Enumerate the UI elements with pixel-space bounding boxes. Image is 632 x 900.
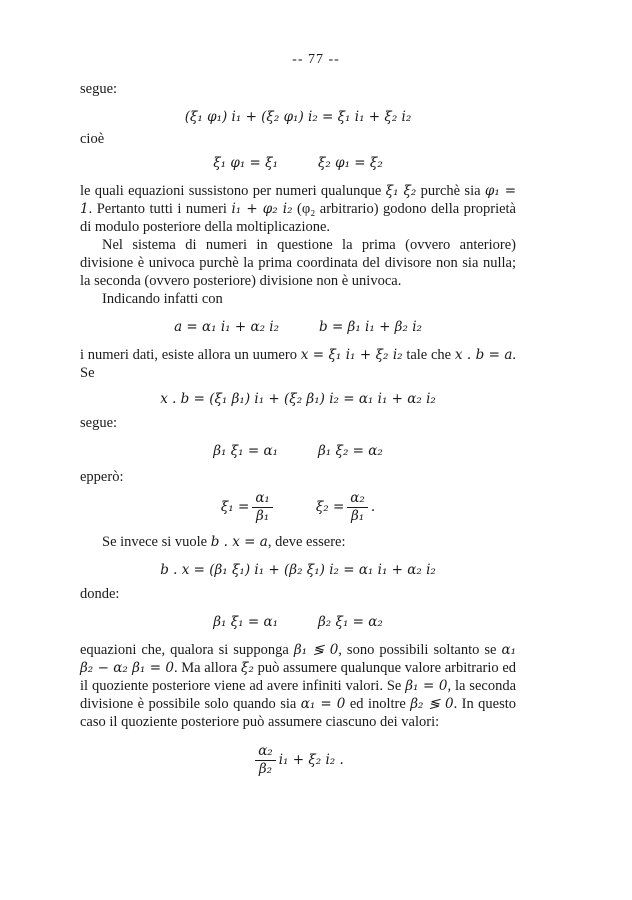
paragraph-4-text-c: . Se	[80, 347, 517, 381]
equation-3	[80, 318, 516, 336]
paragraph-6-text-b: , sono possibili soltanto se	[338, 642, 497, 658]
label-segue-2: segue:	[80, 415, 118, 431]
equation-7: b . x = (β₁ ξ₁) i₁ + (β₂ ξ₁) i₂ = α₁ i₁ + α₂ i₂	[160, 562, 436, 578]
math-beta1-neq-0: β₁ ≶ 0	[293, 642, 339, 658]
fraction-alpha1-beta1	[252, 490, 273, 525]
math-b-x-eq-a: b . x = a	[210, 534, 268, 550]
math-i1-plus-phi2-i2: i₁ + φ₂ i₂	[231, 201, 293, 217]
equation-9	[80, 743, 516, 778]
equation-6	[80, 490, 516, 525]
math-xi2: ξ₂	[241, 660, 254, 676]
math-x-def: x = ξ₁ i₁ + ξ₂ i₂	[300, 347, 403, 363]
equation-2	[80, 154, 516, 172]
paragraph-1-text-b: purchè sia	[420, 183, 481, 199]
paragraph-5	[80, 533, 516, 551]
equation-5a: β₁ ξ₁ = α₁	[213, 443, 278, 459]
paragraph-5-text-a: Se invece si vuole	[102, 534, 208, 550]
equation-5	[80, 442, 516, 460]
fraction-2-numerator: α₂	[347, 490, 368, 508]
paragraph-1-text-d: (φ₂ arbitrario) godono della proprietà di modulo posteriore della moltiplicazione.	[80, 201, 516, 235]
equation-3b: b = β₁ i₁ + β₂ i₂	[319, 319, 422, 335]
math-determinant-zero: α₁ β₂ − α₂ β₁ = 0	[80, 642, 516, 676]
equation-1: (ξ₁ φ₁) i₁ + (ξ₂ φ₁) i₂ = ξ₁ i₁ + ξ₂ i₂	[184, 109, 412, 125]
equation-6-lhs-1: ξ₁ =	[220, 499, 250, 515]
equation-6-period: .	[370, 499, 376, 515]
equation-2b: ξ₂ φ₁ = ξ₂	[318, 155, 383, 171]
fraction-3-denominator: β₂	[258, 761, 273, 777]
math-phi1-eq-1: φ₁ = 1	[80, 183, 517, 217]
math-beta1-eq-0: β₁ = 0	[405, 678, 448, 694]
fraction-alpha2-beta2	[255, 743, 276, 778]
paragraph-6-text-g: . In questo caso il quoziente posteriore può assumere ciascuno dei valori:	[80, 696, 517, 730]
equation-8	[80, 613, 516, 631]
label-cioe: cioè	[80, 131, 105, 147]
paragraph-1-text-c: . Pertanto tutti i numeri	[88, 201, 227, 217]
paragraph-4-text-a: i numeri dati, esiste allora un uumero	[80, 347, 297, 363]
math-alpha1-eq-0: α₁ = 0	[300, 696, 346, 712]
equation-5b: β₁ ξ₂ = α₂	[318, 443, 383, 459]
fraction-1-denominator: β₁	[255, 508, 270, 524]
paragraph-3: Indicando infatti con	[102, 291, 223, 307]
equation-4: x . b = (ξ₁ β₁) i₁ + (ξ₂ β₁) i₂ = α₁ i₁ + α₂ i₂	[160, 391, 436, 407]
math-x-b-eq-a: x . b = a	[454, 347, 513, 363]
paragraph-5-text-b: , deve essere:	[267, 534, 346, 550]
fraction-3-numerator: α₂	[255, 743, 276, 761]
page-number: -- 77 --	[292, 52, 340, 67]
paragraph-4-text-b: tale che	[406, 347, 452, 363]
math-xi1-xi2: ξ₁ ξ₂	[385, 183, 417, 199]
equation-8a: β₁ ξ₁ = α₁	[213, 614, 278, 630]
paragraph-6	[80, 641, 516, 731]
paragraph-4	[80, 346, 516, 382]
equation-9-rest: i₁ + ξ₂ i₂ .	[278, 752, 344, 768]
paragraph-2: Nel sistema di numeri in questione la prima (ovvero anteriore) divisione è univoca purchè la prima coordinata del divisore non sia nulla; la seconda (ovvero posteriore) divisione non è univoca.	[80, 237, 516, 289]
math-beta2-neq-0: β₂ ≶ 0	[410, 696, 454, 712]
equation-3a: a = α₁ i₁ + α₂ i₂	[174, 319, 280, 335]
paragraph-6-text-c: . Ma allora	[173, 660, 238, 676]
paragraph-6-text-e: , la seconda divisione è possibile solo quando sia	[80, 678, 517, 712]
label-segue: segue:	[80, 81, 118, 97]
page-body	[80, 80, 516, 778]
label-donde: donde:	[80, 586, 120, 602]
paragraph-1-text-a: le quali equazioni sussistono per numeri qualunque	[80, 183, 382, 199]
equation-2a: ξ₁ φ₁ = ξ₁	[213, 155, 278, 171]
fraction-alpha2-beta1	[347, 490, 368, 525]
fraction-2-denominator: β₁	[350, 508, 365, 524]
label-eppero: epperò:	[80, 469, 124, 485]
fraction-1-numerator: α₁	[252, 490, 273, 508]
paragraph-6-text-a: equazioni che, qualora si supponga	[80, 642, 289, 658]
paragraph-6-text-f: ed inoltre	[349, 696, 406, 712]
equation-6-lhs-2: ξ₂ =	[315, 499, 345, 515]
paragraph-6-text-d: può assumere qualunque valore arbitrario ed il quoziente posteriore viene ad avere infiniti valori. Se	[80, 660, 517, 694]
paragraph-1	[80, 182, 516, 236]
equation-8b: β₂ ξ₁ = α₂	[318, 614, 383, 630]
